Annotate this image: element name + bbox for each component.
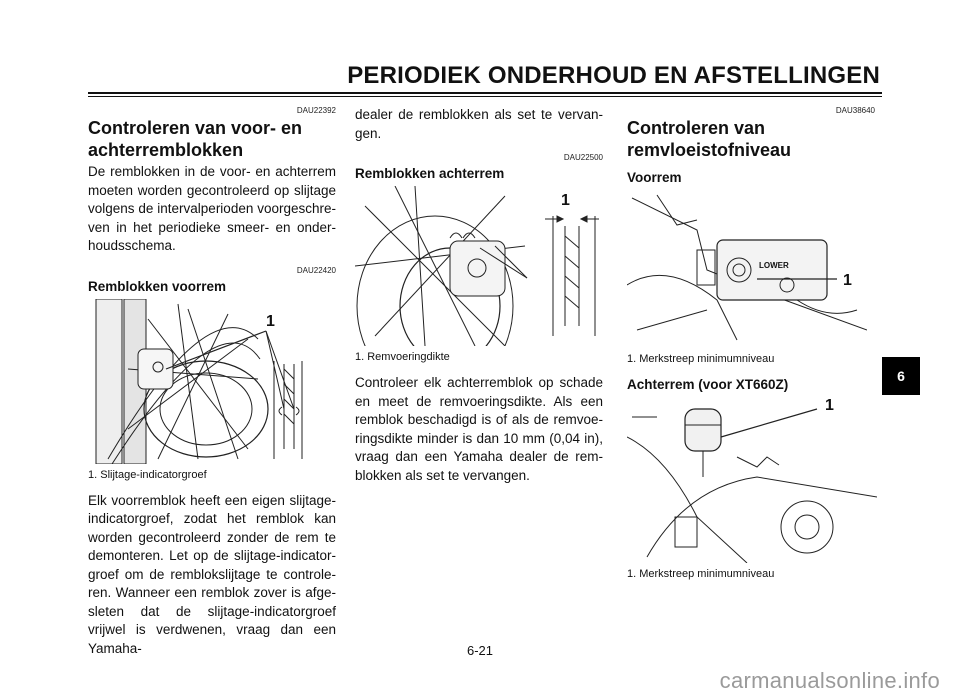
callout-number: 1 xyxy=(843,272,852,289)
column-right xyxy=(627,106,875,591)
rear-reservoir-figure xyxy=(627,397,877,563)
paragraph: Elk voorremblok heeft een eigen slijtage-indicatorgroef, zodat het remblok kan worden gecontroleerd zonder de rem te demonteren. Let op de slijtage-indicator-groef om de remblokslijtage te controle-ren. Wanneer een remblok zover is afge-sleten dat de slijtage-indicatorgroef vrijwel is verdwenen, vraag dan een Yamaha- xyxy=(88,492,336,656)
section-code: DAU38640 xyxy=(835,106,875,115)
chapter-tab: 6 xyxy=(882,357,920,395)
section-title: Controleren van remvloeistofniveau xyxy=(627,118,792,160)
front-brake-illustration xyxy=(88,299,336,464)
lower-label: LOWER xyxy=(759,261,789,270)
figure-caption: 1. Merkstreep minimumniveau xyxy=(627,568,775,580)
callout-number: 1 xyxy=(825,397,834,414)
paragraph: Controleer elk achterremblok op schade en meet de remvoeringsdikte. Als een remblok beschadigd is of als de remvoe-ringsdikte minder is dan 10 mm (0,04 in), vraag dan een Yamaha dealer de rem-blokken als set te vervangen. xyxy=(355,375,603,483)
section-title: Controleren van voor- en achterremblokken xyxy=(88,118,303,160)
figure-caption: 1. Slijtage-indicatorgroef xyxy=(88,468,207,481)
paragraph: De remblokken in de voor- en achterrem moeten worden gecontroleerd op slijtage volgens de intervalperioden voorgeschre-ven in het periodieke smeer- en onder-houdsschema. xyxy=(88,164,336,253)
front-reservoir-figure xyxy=(627,190,867,348)
header-rule-thick xyxy=(88,92,882,94)
rear-reservoir-illustration xyxy=(627,397,877,563)
subsection-title: Remblokken voorrem xyxy=(88,278,227,294)
front-reservoir-illustration xyxy=(627,190,867,348)
figure-caption: 1. Remvoeringdikte xyxy=(355,351,450,363)
rear-brake-figure xyxy=(355,186,603,346)
watermark: carmanualsonline.info xyxy=(719,668,940,693)
subsection-title: Remblokken achterrem xyxy=(355,166,505,181)
subsection-title: Achterrem (voor XT660Z) xyxy=(627,377,789,392)
section-code: DAU22500 xyxy=(563,153,603,162)
paragraph: dealer de remblokken als set te vervan-gen. xyxy=(355,107,603,141)
column-left xyxy=(88,106,336,658)
section-code: DAU22420 xyxy=(296,265,336,275)
header-rule-thin xyxy=(88,96,882,97)
section-code: DAU22392 xyxy=(296,106,336,115)
subsection-title: Voorrem xyxy=(627,170,682,185)
rear-brake-illustration xyxy=(355,186,603,346)
front-brake-figure xyxy=(88,299,336,464)
page-header-title: PERIODIEK ONDERHOUD EN AFSTELLINGEN xyxy=(347,62,880,89)
page-number: 6-21 xyxy=(466,643,494,658)
callout-number: 1 xyxy=(266,312,275,330)
figure-caption: 1. Merkstreep minimumniveau xyxy=(627,353,775,365)
callout-number: 1 xyxy=(561,192,570,209)
column-middle xyxy=(355,106,603,485)
